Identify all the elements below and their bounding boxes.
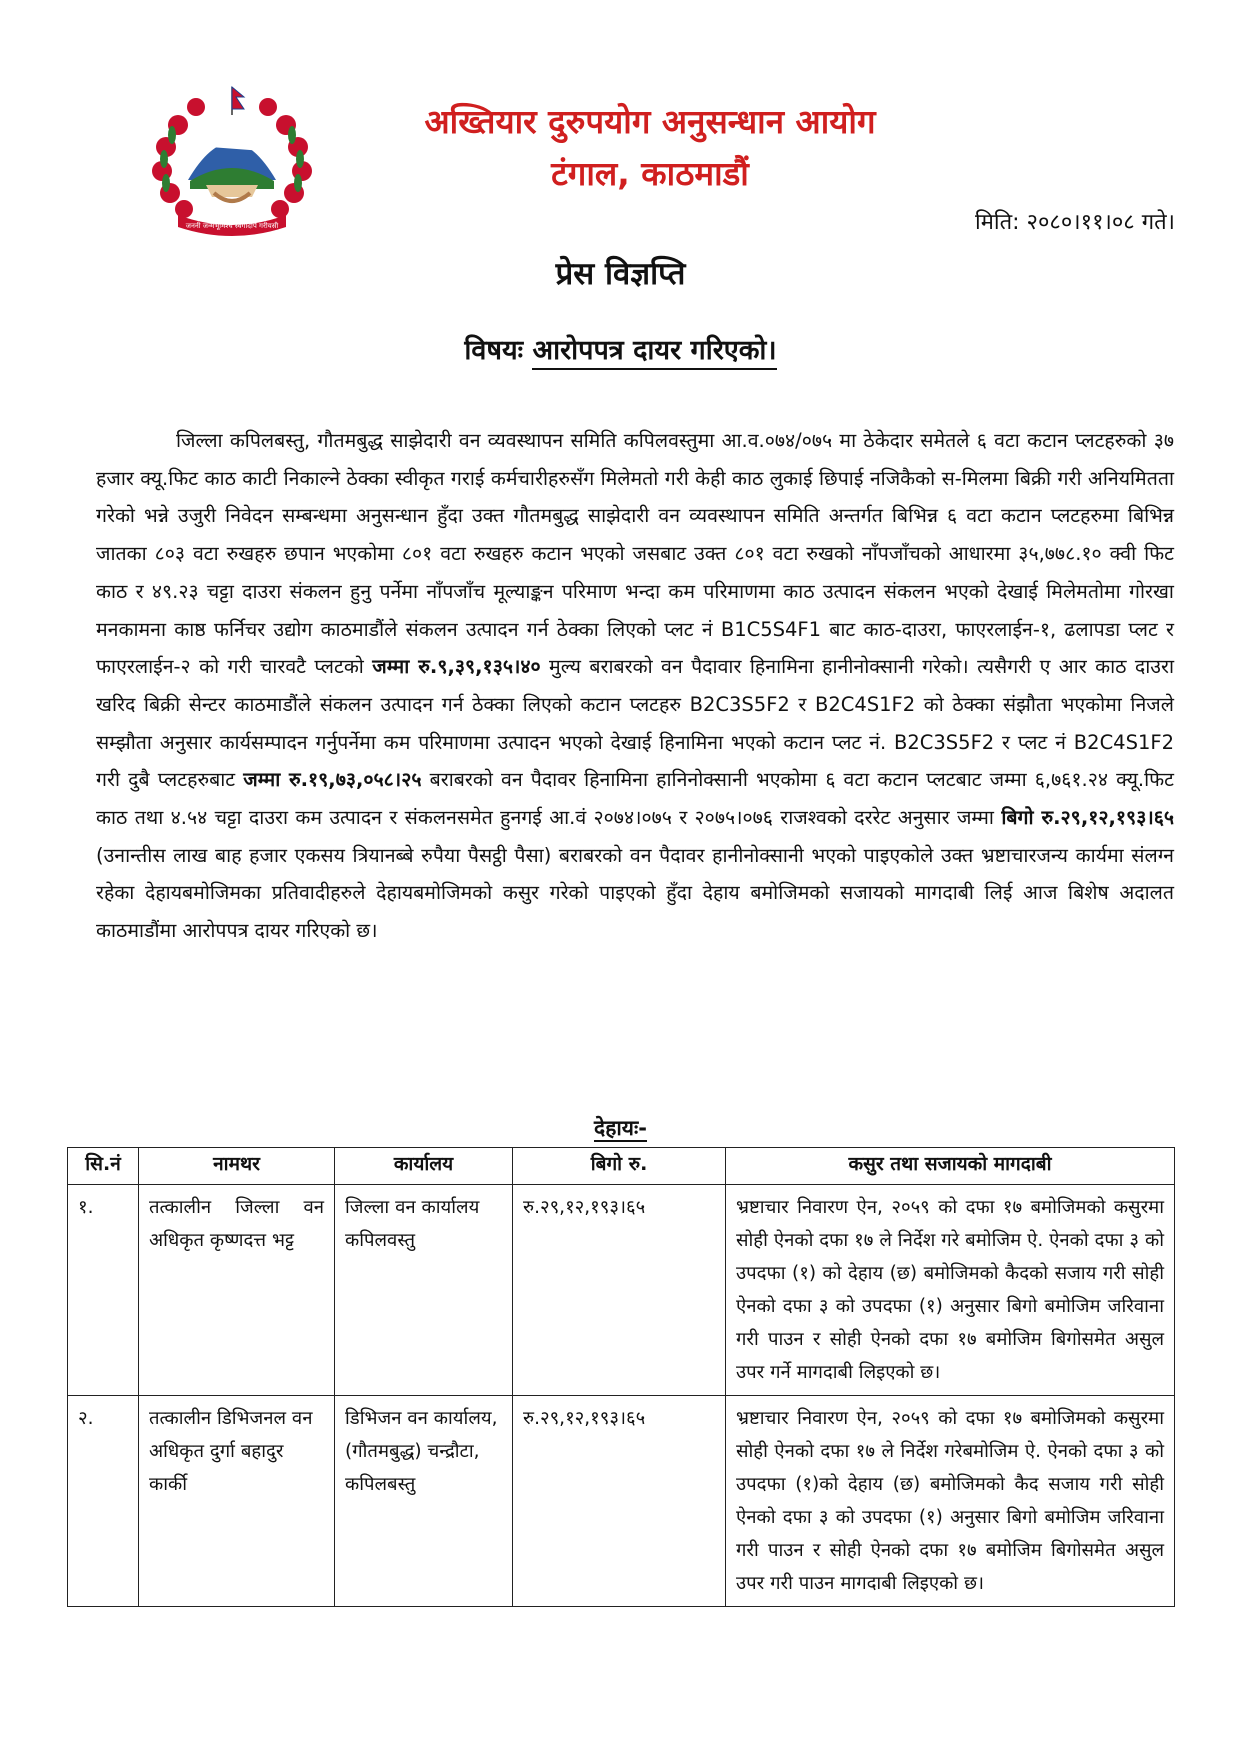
amount-1: जम्मा रु.९,३९,१३५।४० — [372, 655, 541, 679]
body-text-3: बराबरको वन पैदावर हिनामिना हानिनोक्सानी भएकोमा ६ वटा कटान प्लटबाट जम्मा ६,७६१.२४ क्यू.फिट काठ तथा ४.५४ चट्टा दाउरा कम उत्पादन र संकलनसमेत हुनगई आ.वं २०७४।०७५ र २०७५।०७६ राजश्वको दररेट अनुसार जम्मा — [96, 768, 1174, 830]
cell-name: तत्कालीन जिल्ला वन अधिकृत कृष्णदत्त भट्ट — [139, 1185, 335, 1396]
header-name: नामथर — [139, 1148, 335, 1185]
cell-amount: रु.२९,१२,१९३।६५ — [513, 1185, 726, 1396]
cell-serial: २. — [68, 1396, 139, 1607]
amount-3: बिगो रु.२९,१२,१९३।६५ — [1001, 806, 1175, 830]
table-row — [68, 1185, 1175, 1396]
document-title: प्रेस विज्ञप्ति — [555, 256, 686, 292]
amount-2: जम्मा रु.१९,७३,०५८।२५ — [243, 768, 422, 792]
cell-office: जिल्ला वन कार्यालय कपिलवस्तु — [335, 1185, 513, 1396]
cell-charge: भ्रष्टाचार निवारण ऐन, २०५९ को दफा १७ बमोजिमको कसुरमा सोही ऐनको दफा १७ ले निर्देश गरेबमोजिम ऐ. ऐनको दफा ३ को उपदफा (१)को देहाय (छ) बमोजिमको कैद सजाय गरी सोही ऐनको दफा ३ को उपदफा (१) अनुसार बिगो बमोजिम जरिवाना गरी पाउन र सोही ऐनको दफा १७ बमोजिम बिगोसमेत असुल उपर गरी पाउन मागदाबी लिइएको छ। — [726, 1396, 1175, 1607]
header-charge: कसुर तथा सजायको मागदाबी — [726, 1148, 1175, 1185]
body-text-2: मुल्य बराबरको वन पैदावार हिनामिना हानीनोक्सानी गरेको। त्यसैगरी ए आर काठ दाउरा खरिद बिक्री सेन्टर काठमाडौंले संकलन उत्पादन गर्न ठेक्का लिएको कटान प्लटहरु B2C3S5F2 र B2C4S1F2 को ठेक्का संझौता भएकोमा निजले सम्झौता अनुसार कार्यसम्पादन गर्नुपर्नेमा कम परिमाणमा उत्पादन भएको देखाई हिनामिना भएको कटान प्लट नं. B2C3S5F2 र प्लट नं B2C4S1F2 गरी दुबै प्लटहरुबाट — [96, 655, 1174, 792]
cell-amount: रु.२९,१२,१९३।६५ — [513, 1396, 726, 1607]
annex-heading-text: देहायः- — [594, 1116, 647, 1140]
organization-name: अख्तियार दुरुपयोग अनुसन्धान आयोग — [424, 102, 876, 141]
header-amount: बिगो रु. — [513, 1148, 726, 1185]
cell-charge: भ्रष्टाचार निवारण ऐन, २०५९ को दफा १७ बमोजिमको कसुरमा सोही ऐनको दफा १७ ले निर्देश गरे बमोजिम ऐ. ऐनको दफा ३ को उपदफा (१) को देहाय (छ) बमोजिमको कैदको सजाय गरी सोही ऐनको दफा ३ को उपदफा (१) अनुसार बिगो बमोजिम जरिवाना गरी पाउन र सोही ऐनको दफा १७ बमोजिम बिगोसमेत असुल उपर गर्ने मागदाबी लिइएको छ। — [726, 1185, 1175, 1396]
cell-serial: १. — [68, 1185, 139, 1396]
nepal-emblem-icon — [148, 85, 316, 237]
body-text-1: जिल्ला कपिलबस्तु, गौतमबुद्ध साझेदारी वन व्यवस्थापन समिति कपिलवस्तुमा आ.व.०७४/०७५ मा ठेकेदार समेतले ६ वटा कटान प्लटहरुको ३७ हजार क्यू.फिट काठ काटी निकाल्ने ठेक्का स्वीकृत गराई कर्मचारीहरुसँग मिलेमतो गरी केही काठ लुकाई छिपाई नजिकैको स-मिलमा बिक्री गरी अनियमितता गरेको भन्ने उजुरी निवेदन सम्बन्धमा अनुसन्धान हुँदा उक्त गौतमबुद्ध साझेदारी वन व्यवस्थापन समिति अन्तर्गत बिभिन्न ६ वटा कटान प्लटहरुमा बिभिन्न जातका ८०३ वटा रुखहरु छपान भएकोमा ८०१ वटा रुखहरु कटान भएको जसबाट उक्त ८०१ वटा रुखको नाँपजाँचको आधारमा ३५,७७८.१० क्वी फिट काठ र ४९.२३ चट्टा दाउरा संकलन हुनु पर्नेमा नाँपजाँच मूल्याङ्कन परिमाण भन्दा कम परिमाणमा काठ उत्पादन संकलन भएको देखाई मिलेमतोमा गोरखा मनकामना काष्ठ फर्निचर उद्योग काठमाडौंले संकलन उत्पादन गर्न ठेक्का लिएको प्लट नं B1C5S4F1 बाट काठ-दाउरा, फाएरलाईन-१, ढलापडा प्लट र फाएरलाईन-२ को गरी चारवटै प्लटको — [96, 429, 1174, 679]
header-office: कार्यालय — [335, 1148, 513, 1185]
table-row — [68, 1396, 1175, 1607]
emblem-motto: जननी जन्मभूमिश्च स्वर्गादपि गरीयसी — [185, 222, 279, 230]
organization-address: टंगाल, काठमाडौं — [551, 154, 749, 193]
body-text-4: (उनान्तीस लाख बाह हजार एकसय त्रियानब्बे रुपैया पैसट्ठी पैसा) बराबरको वन पैदावर हानीनोक्सानी भएको पाइएकोले उक्त भ्रष्टाचारजन्य कार्यमा संलग्न रहेका देहायबमोजिमका प्रतिवादीहरुले देहायबमोजिमको कसुर गरेको पाइएको हुँदा देहाय बमोजिमको सजायको मागदाबी लिई आज बिशेष अदालत काठमाडौंमा आरोपपत्र दायर गरिएको छ। — [96, 843, 1174, 943]
subject-label: विषयः — [464, 335, 524, 366]
body-paragraph — [96, 422, 1174, 950]
subject-text: आरोपपत्र दायर गरिएको। — [532, 335, 776, 370]
subject-line — [0, 330, 1241, 367]
table-header-row — [68, 1148, 1175, 1185]
annex-heading — [0, 1114, 1241, 1142]
cell-name: तत्कालीन डिभिजनल वन अधिकृत दुर्गा बहादुर कार्की — [139, 1396, 335, 1607]
header-serial: सि.नं — [68, 1148, 139, 1185]
cell-office: डिभिजन वन कार्यालय, (गौतमबुद्ध) चन्द्रौटा, कपिलबस्तु — [335, 1396, 513, 1607]
defendants-table — [67, 1147, 1175, 1607]
date-line: मिति: २०८०।११।०८ गते। — [975, 210, 1175, 235]
